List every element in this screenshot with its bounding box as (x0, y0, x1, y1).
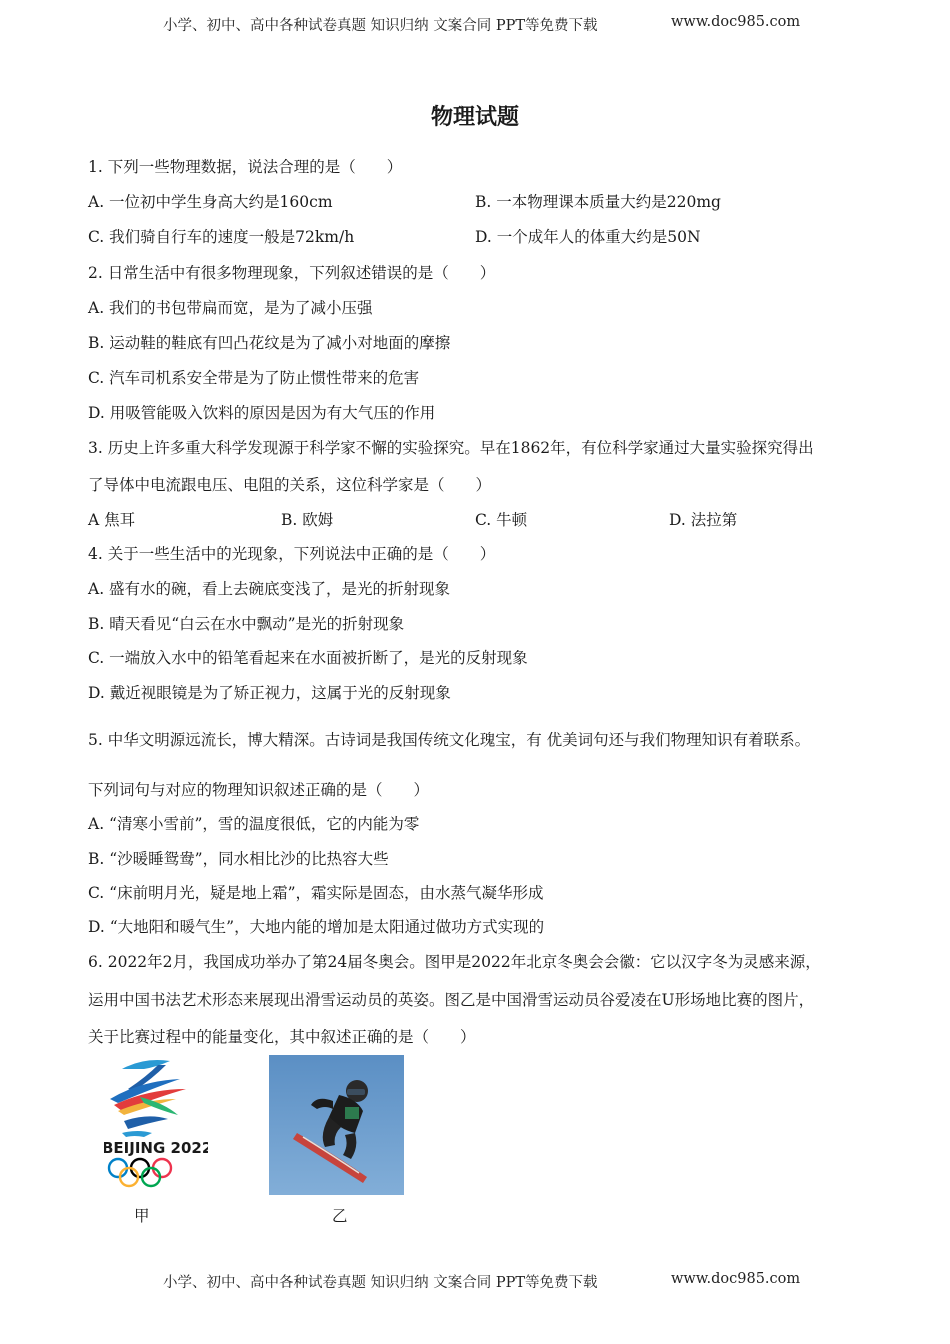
question-1-option-b: B. 一本物理课本质量大约是220mg (475, 193, 721, 211)
question-5-stem-line-1: 5. 中华文明源远流长，博大精深。古诗词是我国传统文化瑰宝，有 优美词句还与我们物理知识有着联系。 (88, 731, 811, 749)
question-2-stem: 2. 日常生活中有很多物理现象，下列叙述错误的是（ ） (88, 264, 496, 282)
page-footer-text: 小学、初中、高中各种试卷真题 知识归纳 文案合同 PPT等免费下载 (163, 1275, 598, 1291)
question-4-option-a: A. 盛有水的碗，看上去碗底变浅了，是光的折射现象 (88, 580, 451, 598)
page-header-url[interactable]: www.doc985.com (671, 14, 801, 30)
question-3-option-a: A 焦耳 (88, 511, 136, 529)
figure-caption-jia: 甲 (134, 1207, 150, 1225)
question-5-option-a: A. “清寒小雪前”，雪的温度很低，它的内能为零 (88, 815, 420, 833)
question-5-stem-line-2: 下列词句与对应的物理知识叙述正确的是（ ） (88, 781, 430, 799)
question-3-option-c: C. 牛顿 (475, 511, 528, 529)
emblem-text: BEIJING 2022 (104, 1139, 208, 1157)
figure-caption-yi: 乙 (332, 1207, 348, 1225)
winter-olympics-emblem-icon (104, 1055, 208, 1195)
question-2-option-b: B. 运动鞋的鞋底有凹凸花纹是为了减小对地面的摩擦 (88, 334, 451, 352)
question-2-option-d: D. 用吸管能吸入饮料的原因是因为有大气压的作用 (88, 404, 436, 422)
question-2-option-a: A. 我们的书包带扁而宽，是为了减小压强 (88, 299, 373, 317)
question-6-stem-line-3: 关于比赛过程中的能量变化，其中叙述正确的是（ ） (88, 1028, 476, 1046)
snowboarder-photo (269, 1055, 404, 1195)
question-6-stem-line-1: 6. 2022年2月，我国成功举办了第24届冬奥会。图甲是2022年北京冬奥会会徽：它以汉字冬为灵感来源， (88, 953, 821, 971)
question-4-option-d: D. 戴近视眼镜是为了矫正视力，这属于光的反射现象 (88, 684, 451, 702)
question-2-option-c: C. 汽车司机系安全带是为了防止惯性带来的危害 (88, 369, 420, 387)
question-5-option-b: B. “沙暖睡鸳鸯”，同水相比沙的比热容大些 (88, 850, 389, 868)
page-footer-url[interactable]: www.doc985.com (671, 1271, 801, 1287)
question-1-option-c: C. 我们骑自行车的速度一般是72km/h (88, 228, 355, 246)
question-4-option-c: C. 一端放入水中的铅笔看起来在水面被折断了，是光的反射现象 (88, 649, 528, 667)
snowboarder-icon (269, 1055, 404, 1195)
page-header-text: 小学、初中、高中各种试卷真题 知识归纳 文案合同 PPT等免费下载 (163, 18, 598, 34)
beijing-2022-emblem-image (104, 1055, 208, 1195)
page-title: 物理试题 (430, 104, 519, 130)
question-6-stem-line-2: 运用中国书法艺术形态来展现出滑雪运动员的英姿。图乙是中国滑雪运动员谷爱凌在U形场地比赛的图片， (88, 991, 815, 1009)
question-3-stem-line-1: 3. 历史上许多重大科学发现源于科学家不懈的实验探究。早在1862年，有位科学家通过大量实验探究得出 (88, 439, 814, 457)
question-3-option-d: D. 法拉第 (669, 511, 738, 529)
question-1-stem: 1. 下列一些物理数据，说法合理的是（ ） (88, 158, 403, 176)
question-4-option-b: B. 晴天看见“白云在水中飘动”是光的折射现象 (88, 615, 405, 633)
question-3-stem-line-2: 了导体中电流跟电压、电阻的关系，这位科学家是（ ） (88, 476, 492, 494)
question-1-option-d: D. 一个成年人的体重大约是50N (475, 228, 701, 246)
question-3-option-b: B. 欧姆 (281, 511, 334, 529)
question-4-stem: 4. 关于一些生活中的光现象，下列说法中正确的是（ ） (88, 545, 496, 563)
question-5-option-c: C. “床前明月光，疑是地上霜”，霜实际是固态，由水蒸气凝华形成 (88, 884, 544, 902)
question-1-option-a: A. 一位初中学生身高大约是160cm (88, 193, 333, 211)
question-5-option-d: D. “大地阳和暖气生”，大地内能的增加是太阳通过做功方式实现的 (88, 918, 545, 936)
